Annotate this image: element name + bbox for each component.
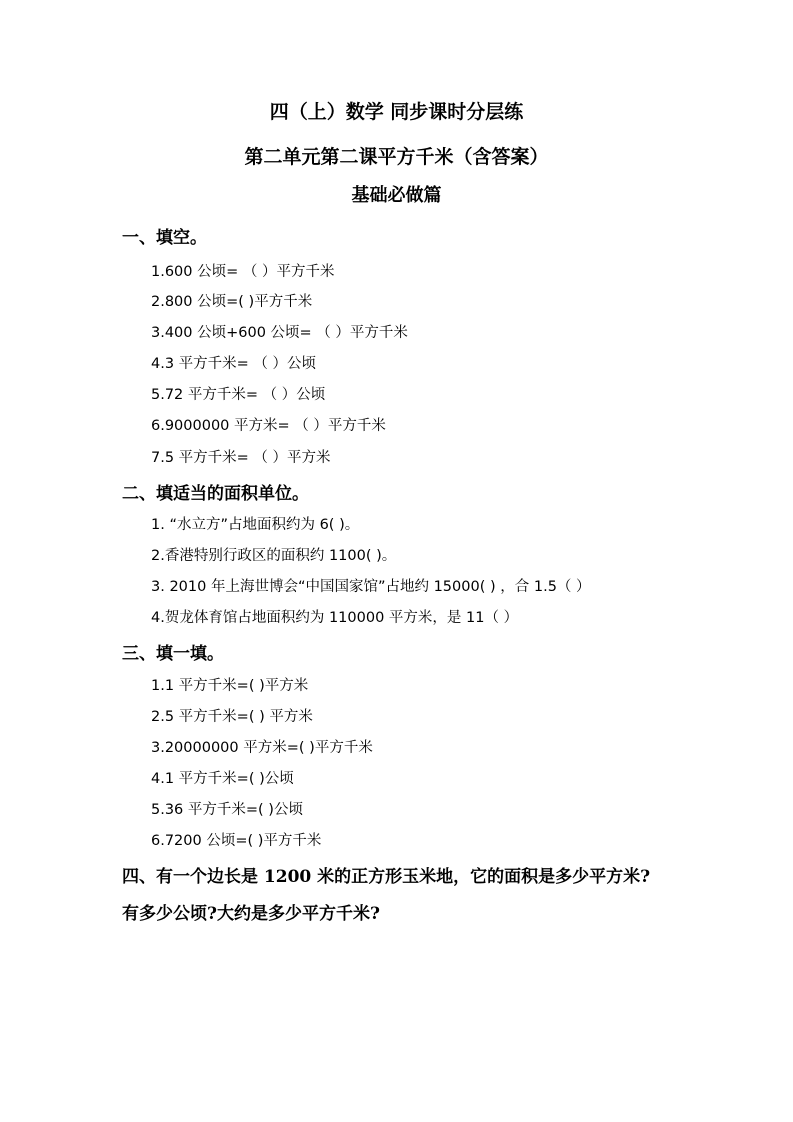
section-2-question-4: 4.贺龙体育馆占地面积约为 110000 平方米，是 11（ ） xyxy=(151,610,519,626)
section-3-question-3: 3.20000000 平方米=( )平方千米 xyxy=(151,740,373,756)
section-1-question-2: 2.800 公顷=( )平方千米 xyxy=(151,294,313,310)
section-4-question: 四、有一个边长是 1200 米的正方形玉米地，它的面积是多少平方米? xyxy=(122,867,651,887)
section-1-question-3: 3.400 公顷+600 公顷= （ ）平方千米 xyxy=(151,325,408,341)
section-1-question-1: 1.600 公顷= （ ）平方千米 xyxy=(151,264,335,280)
section-3-question-2: 2.5 平方千米=( ) 平方米 xyxy=(151,709,313,725)
section-1-question-4: 4.3 平方千米= （ ）公顷 xyxy=(151,356,317,372)
lesson-title: 第二单元第二课平方千米（含答案） xyxy=(244,146,549,168)
section-2-heading: 二、填适当的面积单位。 xyxy=(122,484,309,504)
section-4-question-continuation: 有多少公顷?大约是多少平方千米? xyxy=(122,904,380,924)
section-1-heading: 一、填空。 xyxy=(122,228,207,248)
section-1-question-5: 5.72 平方千米= （ ）公顷 xyxy=(151,387,326,403)
section-3-question-5: 5.36 平方千米=( )公顷 xyxy=(151,802,303,818)
section-3-question-1: 1.1 平方千米=( )平方米 xyxy=(151,678,309,694)
section-1-question-7: 7.5 平方千米= （ ）平方米 xyxy=(151,450,331,466)
section-2-question-1: 1. “水立方”占地面积约为 6( )。 xyxy=(151,517,360,533)
section-3-heading: 三、填一填。 xyxy=(122,644,224,664)
section-3-question-6: 6.7200 公顷=( )平方千米 xyxy=(151,833,322,849)
section-1-question-6: 6.9000000 平方米= （ ）平方千米 xyxy=(151,418,386,434)
level-title: 基础必做篇 xyxy=(351,185,442,206)
section-2-question-2: 2.香港特别行政区的面积约 1100( )。 xyxy=(151,548,397,564)
section-3-question-4: 4.1 平方千米=( )公顷 xyxy=(151,771,294,787)
worksheet-title: 四（上）数学 同步课时分层练 xyxy=(269,101,524,123)
section-2-question-3: 3. 2010 年上海世博会“中国国家馆”占地约 15000( ) ，合 1.5（ ） xyxy=(151,579,591,595)
